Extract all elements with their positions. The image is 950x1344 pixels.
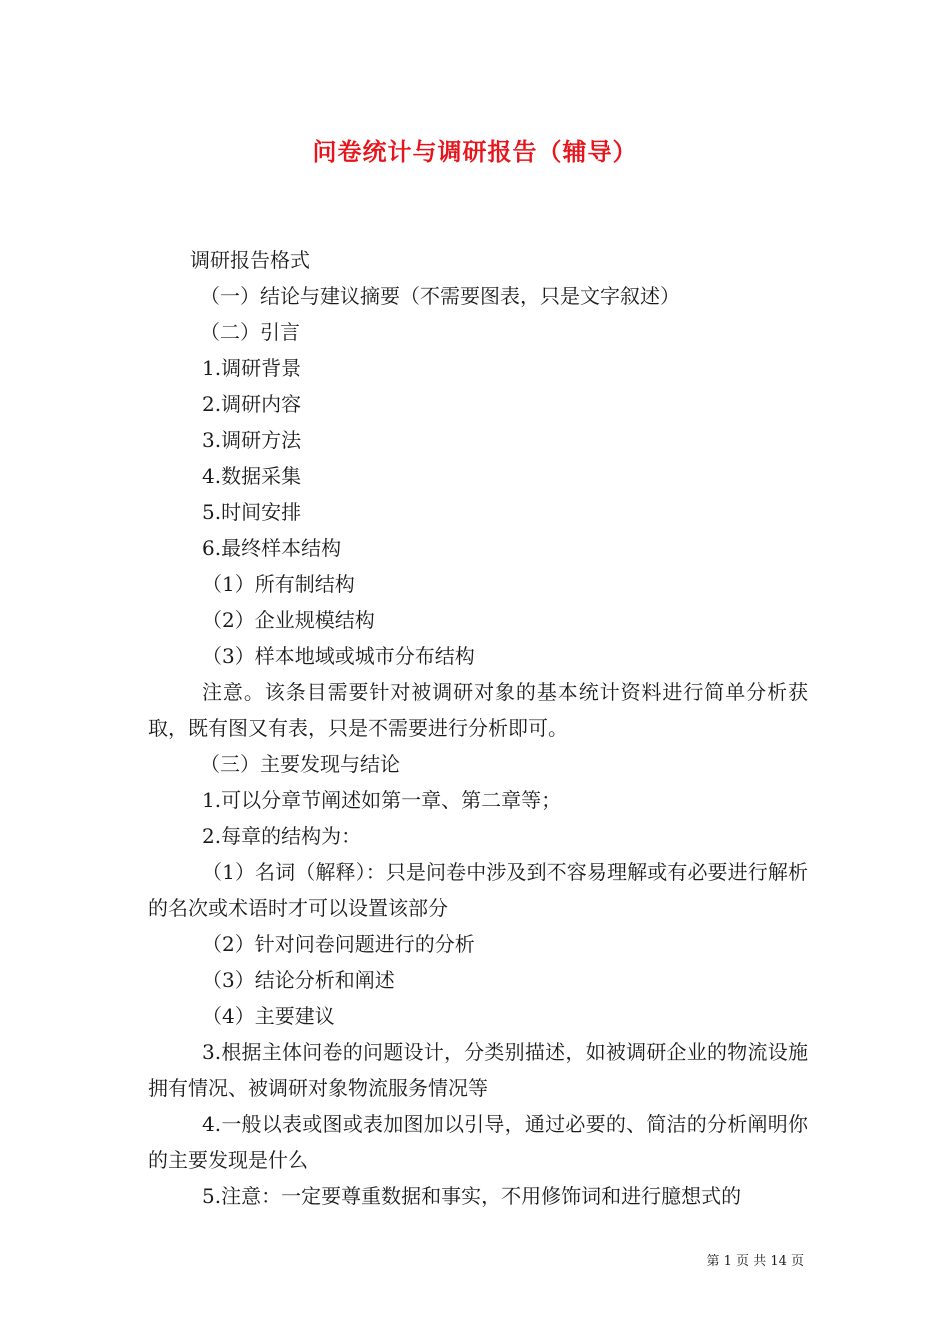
text-line: （4）主要建议	[202, 1004, 335, 1028]
text-line: （一）结论与建议摘要（不需要图表，只是文字叙述）	[200, 284, 680, 308]
text-line: （3）结论分析和阐述	[202, 968, 395, 992]
paragraph: 4.一般以表或图或表加图加以引导，通过必要的、简洁的分析阐明你的主要发现是什么	[148, 1112, 808, 1172]
paragraph: 3.根据主体问卷的问题设计，分类别描述，如被调研企业的物流设施拥有情况、被调研对象物流服务情况等	[148, 1040, 808, 1100]
text-line: 4.数据采集	[202, 464, 302, 488]
text-line: （3）样本地域或城市分布结构	[202, 644, 475, 668]
text-line: 2.调研内容	[202, 392, 302, 416]
text-line: 5.时间安排	[202, 500, 302, 524]
text-line: （三）主要发现与结论	[200, 752, 400, 776]
text-line: 3.调研方法	[202, 428, 302, 452]
text-line: 2.每章的结构为：	[202, 824, 362, 848]
paragraph: 5.注意：一定要尊重数据和事实，不用修饰词和进行臆想式的	[202, 1184, 742, 1208]
text-line: 1.调研背景	[202, 356, 302, 380]
document-title: 问卷统计与调研报告（辅导）	[312, 138, 638, 166]
paragraph: 注意。该条目需要针对被调研对象的基本统计资料进行简单分析获取，既有图又有表，只是不需要进行分析即可。	[148, 680, 808, 740]
text-line: 1.可以分章节阐述如第一章、第二章等；	[202, 788, 562, 812]
text-line: （1）所有制结构	[202, 572, 355, 596]
text-line: （二）引言	[200, 320, 300, 344]
paragraph: （1）名词（解释）：只是问卷中涉及到不容易理解或有必要进行解析的名次或术语时才可以设置该部分	[148, 860, 808, 920]
text-line: 6.最终样本结构	[202, 536, 342, 560]
document-body	[148, 242, 808, 1214]
text-line: （2）企业规模结构	[202, 608, 375, 632]
text-line: （2）针对问卷问题进行的分析	[202, 932, 475, 956]
page-footer: 第 1 页 共 14 页	[706, 1254, 804, 1269]
text-line: 调研报告格式	[190, 248, 310, 272]
